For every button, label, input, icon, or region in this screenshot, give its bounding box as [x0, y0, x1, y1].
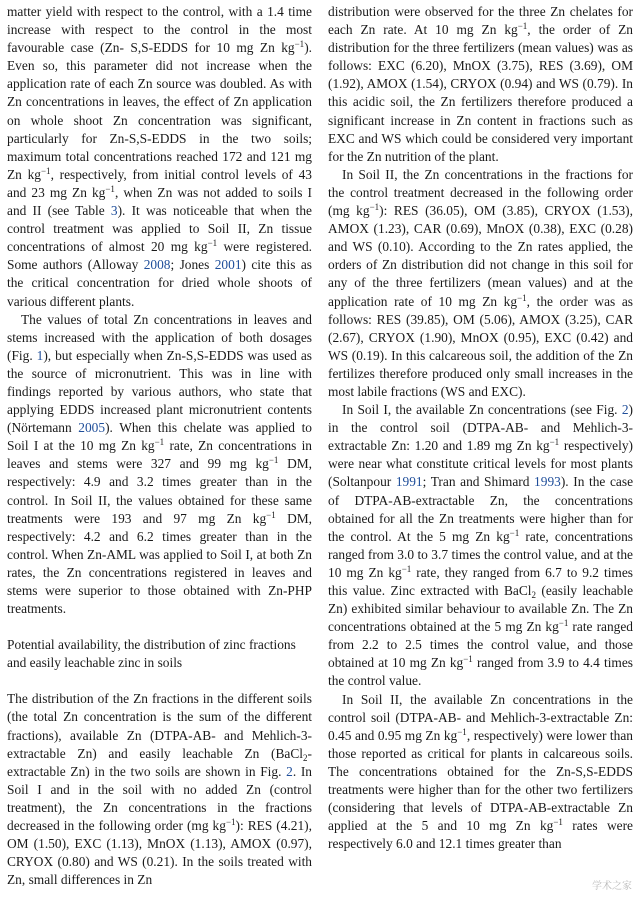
text-run: ranged from 3.9 to 4.4 times the control value. [328, 655, 634, 689]
section-heading: Potential availability, the distribution of zinc fractions and easily leachable zinc in soils [7, 637, 296, 671]
text-run: , when Zn was not added to soils I and II (see Table [7, 184, 312, 219]
paragraph [328, 691, 633, 854]
superscript-exponent: −1 [105, 183, 115, 194]
text-run: In Soil II, the Zn concentrations in the fractions for the control treatment decreased in the following order (mg kg [328, 166, 633, 219]
watermark: 学术之家 [592, 880, 632, 892]
superscript-exponent: −1 [401, 563, 412, 574]
left-column [7, 0, 312, 900]
superscript-exponent: −1 [225, 817, 236, 828]
figure-reference-link[interactable]: 2 [286, 763, 293, 779]
paragraph [328, 166, 633, 401]
paragraph [7, 311, 312, 619]
text-run: , respectively) were lower than those reported as critical for plants in calcareous soils. The concentrations obtained for the Zn-S,S-EDDS treatments were higher than for the other two fertilizers (considering that levels of DTPA-AB-extractable Zn applied at the 5 and 10 mg Zn kg [328, 727, 633, 834]
citation-link[interactable]: 1993 [534, 474, 561, 490]
paragraph [7, 3, 312, 311]
text-run: ): RES (4.21), OM (1.50), EXC (1.13), MnOX (1.13), AMOX (0.97), CRYOX (0.80) and WS (0.21). In the soils treated with Zn, small differences in Zn [7, 818, 312, 888]
text-run: rates were respectively 6.0 and 12.1 times greater than [328, 818, 633, 852]
text-run: ). When this chelate was applied to Soil I at the 10 mg Zn kg [7, 420, 312, 454]
text-run: ; Tran and Shimard [422, 474, 535, 490]
citation-link[interactable]: 1991 [395, 474, 423, 490]
text-run: , the order of Zn distribution for the three fertilizers (mean values) was as follows: EXC (6.20), MnOX (3.75), RES (3.69), OM (1.92), AMOX (1.54), CRYOX (0.94) and WS (0.79). In this acidic soil, the Zn fertilizers therefore produced a significant increase in Zn content in fractions such as EXC and WS which could be considered very important for the Zn nutrition of the plant. [328, 22, 633, 164]
superscript-exponent: −1 [509, 527, 520, 538]
citation-link[interactable]: 2008 [143, 257, 171, 273]
text-run: rate ranged from 2.2 to 2.5 times the control value, and those obtained at 10 mg Zn kg [328, 619, 633, 671]
text-run: ) in the control soil (DTPA-AB- and Mehlich-3-extractable Zn: 1.20 and 1.89 mg Zn kg [328, 402, 633, 454]
text-run: DM, respectively: 4.9 and 3.2 times greater than in the control. In Soil II, the values obtained for these same treatments were 193 and 97 mg Zn kg [7, 456, 312, 526]
text-run: DM, respectively: 4.2 and 6.2 times greater than in the control. When Zn-AML was applied to Soil I, at both Zn rates, the Zn concentrations registered in leaves and stems were superior to those obtained with Zn-PHP treatments. [7, 510, 312, 617]
superscript-exponent: −1 [517, 292, 527, 303]
paragraph [7, 690, 312, 889]
superscript-exponent: −1 [207, 238, 218, 249]
table-reference-link[interactable]: 3 [110, 203, 118, 219]
text-run: ). In the case of DTPA-AB-extractable Zn, the concentrations obtained for all the Zn treatments were higher than for the control. At the 5 mg Zn kg [328, 474, 634, 544]
right-column [328, 0, 633, 900]
superscript-exponent: −1 [294, 39, 305, 50]
text-run: . In Soil I and in the soil with no added Zn (control treatment), the Zn concentrations in the fractions decreased in the following order (mg kg [7, 763, 312, 834]
text-run: rate, Zn concentrations in leaves and stems were 327 and 99 mg kg [7, 438, 312, 472]
paragraph [328, 401, 633, 691]
text-run: ; Jones [170, 257, 215, 273]
superscript-exponent: −1 [457, 726, 467, 737]
figure-reference-link[interactable]: 1 [36, 347, 44, 363]
citation-link[interactable]: 2001 [214, 257, 242, 273]
subscript: 2 [531, 590, 537, 600]
superscript-exponent: −1 [40, 165, 51, 176]
citation-link[interactable]: 2005 [78, 420, 106, 436]
superscript-exponent: −1 [154, 437, 165, 448]
text-run: ). Even so, this parameter did not increase when the application rate of each Zn source was doubled. As with Zn concentrations in leaves, the effect of Zn application on whole shoot Zn concentration was significant, particularly for Zn-S,S-EDDS in the two soils; maximum total concentrations reached 172 and 121 mg Zn kg [7, 40, 312, 182]
superscript-exponent: −1 [517, 21, 528, 32]
text-run: distribution were observed for the three Zn chelates for each Zn rate. At 10 mg Zn kg [328, 4, 633, 38]
text-run: (easily leachable Zn) exhibited similar behaviour to available Zn. The Zn concentrations obtained at the 5 mg Zn kg [328, 583, 634, 635]
text-run: ) cite this as the critical concentration for dried whole shoots of various different plants. [7, 257, 312, 309]
text-run: , respectively, from initial control levels of 43 and 23 mg Zn kg [7, 166, 312, 200]
text-run: In Soil II, the available Zn concentrations in the control soil (DTPA-AB- and Mehlich-3-extractable Zn: 0.45 and 0.95 mg Zn kg [328, 691, 633, 743]
text-run: , the order was as follows: RES (39.85), OM (5.06), AMOX (3.25), CAR (2.67), CRYOX (1.90), MnOX (0.95), EXC (0.42) and WS (0.19). In this calcareous soil, the addition of the Zn fertilizes therefore produced only small increases in the most labile fractions (WS and EXC). [328, 293, 633, 399]
superscript-exponent: −1 [549, 437, 560, 448]
text-run: ), but especially when Zn-S,S-EDDS was used as the source of micronutrient. This was in line with findings reported by various authors, who state that applying EDDS increased plant micronutrient contents (Nörtemann [7, 347, 312, 436]
text-run: ). It was noticeable that when the control treatment was applied to Soil II, Zn tissue concentrations of almost 20 mg kg [7, 203, 312, 255]
figure-reference-link[interactable]: 2 [621, 402, 629, 418]
text-run: -extractable Zn) in the two soils are shown in Fig. [7, 745, 312, 779]
text-run: were registered. Some authors (Alloway [7, 239, 312, 273]
superscript-exponent: −1 [268, 455, 279, 466]
superscript-exponent: −1 [266, 509, 276, 520]
text-run: respectively) were near what constitute critical levels for most plants (Soltanpour [328, 438, 633, 490]
text-run: ): RES (36.05), OM (3.85), CRYOX (1.53), AMOX (1.23), CAR (0.69), MnOX (0.38), EXC (0.28) and WS (0.10). According to the Zn rates applied, the orders of Zn distribution did not change in this soil for any of the three fertilizers (mean values) and at the application rate of 10 mg Zn kg [328, 203, 633, 309]
subscript: 2 [303, 752, 308, 763]
text-run: The distribution of the Zn fractions in the different soils (the total Zn concentration is the sum of the different fractions), available Zn (DTPA-AB- and Mehlich-3-extractable Zn) and easily leachable Zn (BaCl [7, 691, 312, 761]
paragraph [328, 3, 633, 166]
text-run: rate, they ranged from 6.7 to 9.2 times this value. Zinc extracted with BaCl [328, 564, 633, 598]
text-run: rate, concentrations ranged from 3.0 to 3.7 times the control value, and at the 10 mg Zn kg [328, 528, 633, 580]
superscript-exponent: −1 [558, 618, 569, 629]
text-run: The values of total Zn concentrations in leaves and stems increased with the application of both dosages (Fig. [7, 311, 312, 363]
superscript-exponent: −1 [369, 202, 380, 213]
text-run: In Soil I, the available Zn concentrations (see Fig. [342, 402, 622, 418]
text-run: matter yield with respect to the control, with a 1.4 time increase with respect to the control in the most favourable case (Zn- S,S-EDDS for 10 mg Zn kg [7, 4, 312, 56]
superscript-exponent: −1 [463, 654, 473, 665]
superscript-exponent: −1 [553, 817, 563, 828]
